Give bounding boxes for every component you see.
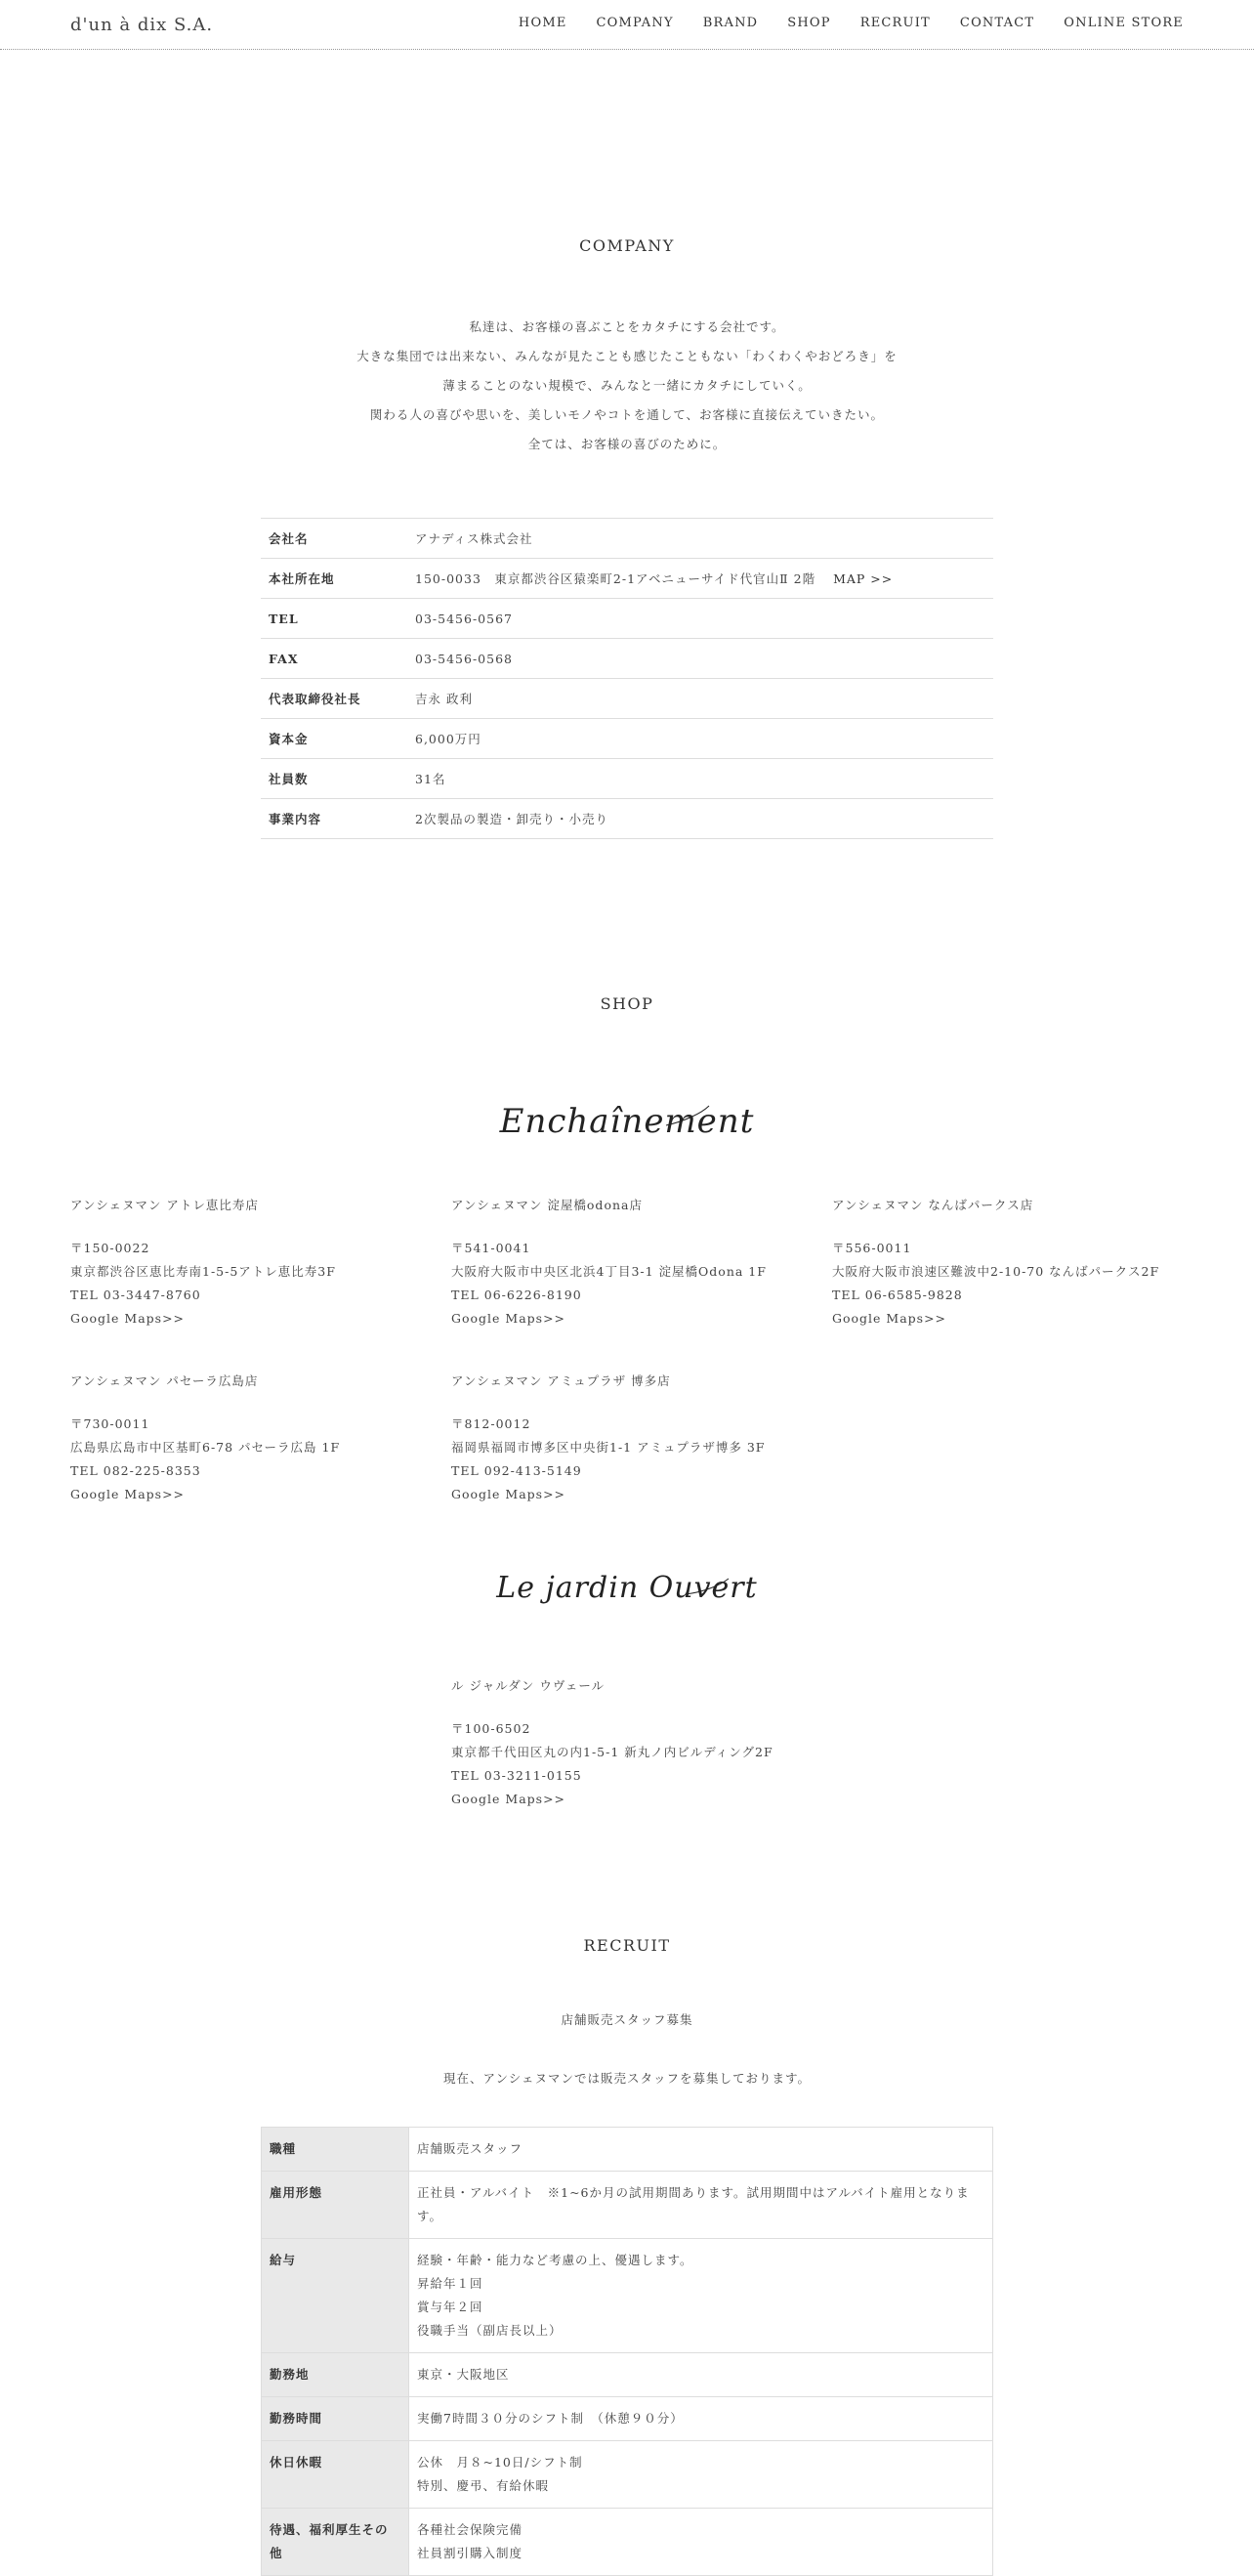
- shop-address: 東京都渋谷区恵比寿南1-5-5アトレ恵比寿3F: [70, 1264, 336, 1279]
- company-title: COMPANY: [579, 236, 675, 255]
- table-row: [261, 559, 993, 599]
- table-row: [262, 2239, 993, 2353]
- table-row: [262, 2172, 993, 2239]
- table-row: [262, 2397, 993, 2441]
- logo-flourish-icon: [664, 1104, 713, 1127]
- shop-zip: 〒556-0011: [832, 1241, 912, 1255]
- intro-line: 大きな集団では出来ない、みんなが見たことも感じたこともない「わくわくやおどろき」を: [356, 349, 898, 363]
- recruit-lead: 現在、アンシェヌマンでは販売スタッフを募集しております。: [443, 2071, 811, 2086]
- google-maps-link[interactable]: Google Maps>>: [451, 1792, 566, 1806]
- row-value: [409, 2509, 993, 2576]
- shop-tel: TEL 082-225-8353: [70, 1463, 201, 1478]
- row-value: [409, 2441, 993, 2509]
- row-value: [409, 2128, 993, 2172]
- intro-line: 私達は、お客様の喜ぶことをカタチにする会社です。: [469, 319, 785, 334]
- shop-zip: 〒730-0011: [70, 1416, 150, 1431]
- table-row: [261, 799, 993, 839]
- nav-brand[interactable]: BRAND: [702, 16, 759, 30]
- row-label: 勤務時間: [262, 2397, 409, 2441]
- value-line: 各種社会保険完備: [417, 2522, 523, 2537]
- row-value: 吉永 政利: [407, 679, 993, 719]
- row-label: 資本金: [261, 719, 407, 759]
- shop-zip: 〒150-0022: [70, 1241, 150, 1255]
- shop-tel: TEL 06-6585-9828: [832, 1288, 963, 1302]
- row-value: 2次製品の製造・卸売り・小売り: [407, 799, 993, 839]
- shop-address: 広島県広島市中区基町6-78 パセーラ広島 1F: [70, 1440, 341, 1455]
- shop-name: アンシェヌマン 淀屋橋odona店: [451, 1198, 643, 1212]
- table-row: [261, 719, 993, 759]
- shop-address: 大阪府大阪市浪速区難波中2-10-70 なんばパークス2F: [832, 1264, 1160, 1279]
- table-row: [262, 2509, 993, 2576]
- shop-zip: 〒541-0041: [451, 1241, 531, 1255]
- table-row: [261, 639, 993, 679]
- value-line: 昇給年１回: [417, 2276, 483, 2291]
- main-nav: [519, 16, 1184, 30]
- shop-entry: [70, 1194, 422, 1330]
- shop-tel: TEL 03-3447-8760: [70, 1288, 201, 1302]
- value-line: 社員割引購入制度: [417, 2546, 523, 2560]
- shop-entry: [451, 1370, 803, 1506]
- recruit-table: [261, 2127, 993, 2576]
- google-maps-link[interactable]: Google Maps>>: [832, 1311, 947, 1326]
- row-value: [409, 2239, 993, 2353]
- address-text: 150-0033 東京都渋谷区猿楽町2-1アベニューサイド代官山Ⅱ 2階: [415, 571, 816, 586]
- row-value: アナディス株式会社: [407, 519, 993, 559]
- row-value: 03-5456-0568: [407, 639, 993, 679]
- row-label: 代表取締役社長: [261, 679, 407, 719]
- google-maps-link[interactable]: Google Maps>>: [451, 1487, 566, 1501]
- row-label: FAX: [261, 639, 407, 679]
- intro-line: 関わる人の喜びや思いを、美しいモノやコトを通して、お客様に直接伝えていきたい。: [369, 407, 885, 422]
- shop-entry: [70, 1370, 422, 1506]
- value-line: 店舗販売スタッフ: [417, 2141, 523, 2156]
- row-label: 雇用形態: [262, 2172, 409, 2239]
- value-line: 東京・大阪地区: [417, 2367, 510, 2382]
- value-line: 賞与年２回: [417, 2300, 483, 2314]
- enchainement-logo: Enchaînement: [499, 1102, 755, 1141]
- table-row: [261, 599, 993, 639]
- nav-online-store[interactable]: ONLINE STORE: [1064, 16, 1184, 30]
- shop-tel: TEL 06-6226-8190: [451, 1288, 582, 1302]
- value-line: 特別、慶弔、有給休暇: [417, 2478, 550, 2493]
- shop-name: アンシェヌマン パセーラ広島店: [70, 1373, 259, 1388]
- table-row: [262, 2353, 993, 2397]
- company-info-table: [261, 518, 993, 839]
- nav-company[interactable]: COMPANY: [596, 16, 674, 30]
- site-logo[interactable]: d'un à dix S.A.: [70, 15, 214, 35]
- google-maps-link[interactable]: Google Maps>>: [70, 1487, 186, 1501]
- company-intro: [0, 313, 1254, 459]
- row-value: [409, 2397, 993, 2441]
- google-maps-link[interactable]: Google Maps>>: [451, 1311, 566, 1326]
- table-row: [262, 2441, 993, 2509]
- table-row: [262, 2128, 993, 2172]
- shop-address: 大阪府大阪市中央区北浜4丁目3-1 淀屋橋Odona 1F: [451, 1264, 767, 1279]
- shop-entry: [451, 1674, 803, 1811]
- row-label: 勤務地: [262, 2353, 409, 2397]
- shop-name: アンシェヌマン アミュプラザ 博多店: [451, 1373, 671, 1388]
- intro-line: 薄まることのない規模で、みんなと一緒にカタチにしていく。: [442, 378, 812, 393]
- google-maps-link[interactable]: Google Maps>>: [70, 1311, 186, 1326]
- le-jardin-ouvert-logo: Le jardin Ouvert: [496, 1571, 758, 1605]
- shop-entry: [832, 1194, 1184, 1330]
- shop-zip: 〒100-6502: [451, 1721, 531, 1736]
- map-link[interactable]: MAP >>: [833, 571, 894, 586]
- shop-zip: 〒812-0012: [451, 1416, 531, 1431]
- table-row: [261, 519, 993, 559]
- shop-name: アンシェヌマン なんばパークス店: [832, 1198, 1034, 1212]
- row-value: 6,000万円: [407, 719, 993, 759]
- nav-home[interactable]: HOME: [518, 16, 567, 30]
- row-label: 給与: [262, 2239, 409, 2353]
- shop-tel: TEL 03-3211-0155: [451, 1768, 582, 1783]
- row-value: [409, 2172, 993, 2239]
- recruit-subtitle: 店舗販売スタッフ募集: [561, 2012, 693, 2027]
- nav-contact[interactable]: CONTACT: [959, 16, 1035, 30]
- row-value: 31名: [407, 759, 993, 799]
- table-row: [261, 759, 993, 799]
- value-line: 実働7時間３０分のシフト制 （休憩９０分）: [417, 2411, 684, 2426]
- shop-address: 福岡県福岡市博多区中央街1-1 アミュプラザ博多 3F: [451, 1440, 766, 1455]
- nav-shop[interactable]: SHOP: [787, 16, 831, 30]
- row-label: 事業内容: [261, 799, 407, 839]
- value-line: 経験・年齢・能力など考慮の上、優遇します。: [417, 2253, 693, 2267]
- site-header: [0, 0, 1254, 50]
- row-label: 職種: [262, 2128, 409, 2172]
- row-label: 社員数: [261, 759, 407, 799]
- value-line: 正社員・アルバイト ※1~6か月の試用期間あります。試用期間中はアルバイト雇用となります。: [417, 2185, 970, 2223]
- row-label: 本社所在地: [261, 559, 407, 599]
- shop-name: アンシェヌマン アトレ恵比寿店: [70, 1198, 259, 1212]
- value-line: 公休 月８~10日/シフト制: [417, 2455, 583, 2470]
- shop-entry: [451, 1194, 803, 1330]
- row-value: 03-5456-0567: [407, 599, 993, 639]
- row-label: 待遇、福利厚生その他: [262, 2509, 409, 2576]
- row-label: TEL: [261, 599, 407, 639]
- row-label: 休日休暇: [262, 2441, 409, 2509]
- value-line: 役職手当（副店長以上）: [417, 2323, 563, 2338]
- shop-name: ル ジャルダン ウヴェール: [451, 1678, 606, 1693]
- row-value: [407, 559, 993, 599]
- table-row: [261, 679, 993, 719]
- shop-address: 東京都千代田区丸の内1-5-1 新丸ノ内ビルディング2F: [451, 1745, 773, 1759]
- nav-recruit[interactable]: RECRUIT: [859, 16, 931, 30]
- recruit-title: RECRUIT: [583, 1936, 671, 1955]
- row-label: 会社名: [261, 519, 407, 559]
- shop-tel: TEL 092-413-5149: [451, 1463, 582, 1478]
- shop-title: SHOP: [600, 994, 654, 1013]
- intro-line: 全ては、お客様の喜びのために。: [527, 437, 727, 451]
- row-value: [409, 2353, 993, 2397]
- logo-flourish-icon: [684, 1575, 732, 1598]
